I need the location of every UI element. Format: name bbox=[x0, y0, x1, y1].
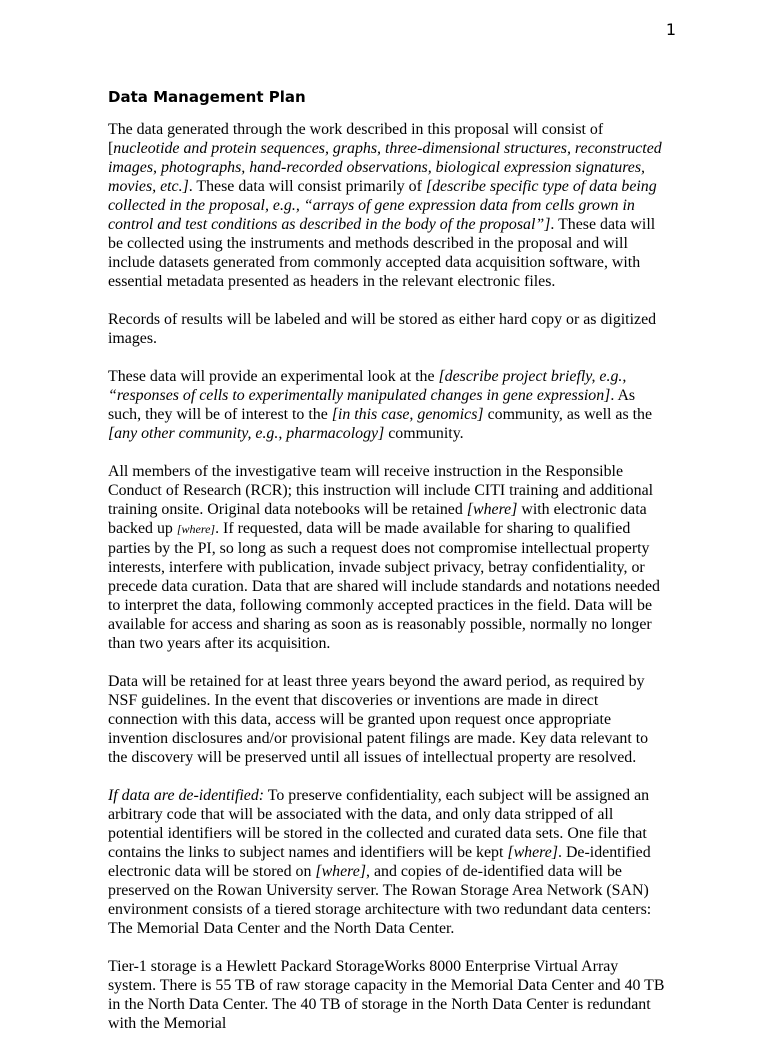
italic-text-run: [in this case, genomics] bbox=[331, 406, 484, 423]
text-run: community, as well as the bbox=[483, 406, 653, 423]
italic-text-run: [where] bbox=[466, 501, 518, 518]
italic-text-run: [where] bbox=[315, 863, 367, 880]
text-run: The data generated through the work described in this proposal will consist of [ bbox=[108, 121, 604, 157]
italic-text-run: [any other community, e.g., pharmacology] bbox=[108, 425, 385, 442]
paragraph-rcr-sharing bbox=[108, 462, 668, 653]
paragraph-de-identified bbox=[108, 786, 668, 938]
text-run: , and copies of de-identified data will be preserved on the Rowan University server. The Rowan Storage Area Network (SAN) environment consists of a tiered storage architecture with two redundant data centers: The Memorial Data Center and the North Data Center. bbox=[108, 863, 652, 937]
text-run: . As such, they will be of interest to the bbox=[108, 387, 636, 423]
text-run: . De-identified electronic data will be stored on bbox=[108, 844, 651, 880]
text-run: community. bbox=[384, 425, 464, 442]
text-run: To preserve confidentiality, each subject will be assigned an arbitrary code that will be associated with the data, and only data stripped of all potential identifiers will be stored in the collected and curated data sets. One file that contains the links to subject names and identifiers will be kept bbox=[108, 787, 650, 861]
text-run: These data will provide an experimental look at the bbox=[108, 368, 439, 385]
page-number: 1 bbox=[665, 20, 676, 39]
text-run: Tier-1 storage is a Hewlett Packard StorageWorks 8000 Enterprise Virtual Array system. There is 55 TB of raw storage capacity in the Memorial Data Center and 40 TB in the North Data Center. The 40 TB of storage in the North Data Center is redundant with the Memorial bbox=[108, 958, 665, 1032]
italic-text-run: nucleotide and protein sequences, graphs, three-dimensional structures, reconstructed images, photographs, hand-recorded observations, biological expression signatures, movies, etc.] bbox=[108, 140, 662, 195]
text-run: . If requested, data will be made available for sharing to qualified parties by the PI, so long as such a request does not compromise intellectual property interests, interfere with publication, invade subject privacy, betray confidentiality, or precede data curation. Data that are shared will include standards and notations needed to interpret the data, following commonly accepted practices in the field. Data will be available for access and sharing as soon as is reasonably possible, normally no longer than two years after its acquisition. bbox=[108, 520, 660, 652]
section-heading: Data Management Plan bbox=[108, 88, 306, 106]
text-run: All members of the investigative team will receive instruction in the Responsible Conduct of Research (RCR); this instruction will include CITI training and additional training onsite. Original data notebooks will be retained bbox=[108, 463, 654, 518]
italic-text-run: If data are de-identified: bbox=[108, 787, 265, 804]
italic-text-run: [where] bbox=[507, 844, 559, 861]
text-run: with electronic data backed up bbox=[108, 501, 647, 537]
text-run: Records of results will be labeled and will be stored as either hard copy or as digitized images. bbox=[108, 311, 657, 347]
text-run: . These data will consist primarily of bbox=[188, 178, 426, 195]
text-run: Data will be retained for at least three years beyond the award period, as required by NSF guidelines. In the event that discoveries or inventions are made in direct connection with this data, access will be granted upon request once appropriate invention disclosures and/or provisional patent filings are made. Key data relevant to the discovery will be preserved until all issues of intellectual property are resolved. bbox=[108, 673, 649, 766]
paragraph-records bbox=[108, 310, 668, 348]
italic-text-run: [where] bbox=[176, 522, 216, 536]
paragraph-experimental-look bbox=[108, 367, 668, 443]
paragraph-tier1-storage bbox=[108, 957, 668, 1033]
text-run: . These data will be collected using the instruments and methods described in the proposal and will include datasets generated from commonly accepted data acquisition software, with essential metadata presented as headers in the relevant electronic files. bbox=[108, 216, 656, 290]
document-body bbox=[108, 88, 668, 1052]
paragraph-data-types bbox=[108, 120, 668, 291]
italic-text-run: [describe project briefly, e.g., “responses of cells to experimentally manipulated changes in gene expression] bbox=[108, 368, 627, 404]
paragraph-retention bbox=[108, 672, 668, 767]
italic-text-run: [describe specific type of data being collected in the proposal, e.g., “arrays of gene expression data from cells grown in control and test conditions as described in the body of the proposal”] bbox=[108, 178, 657, 233]
